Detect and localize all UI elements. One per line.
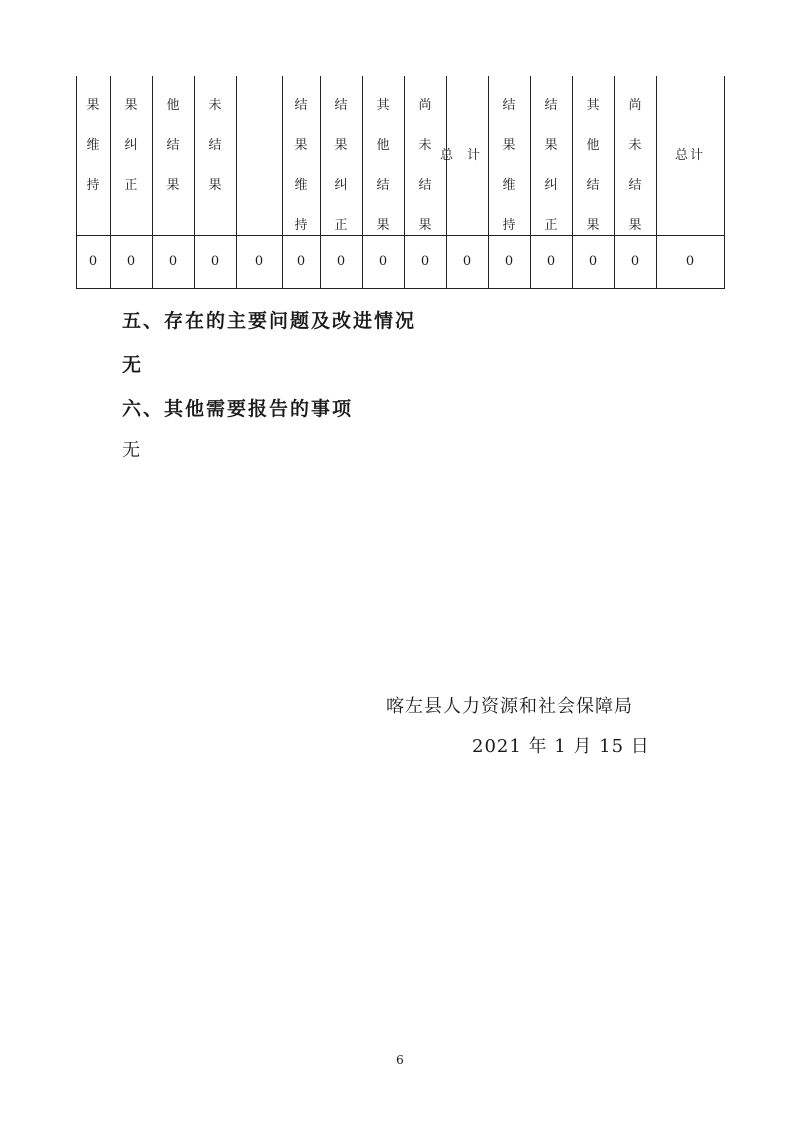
- table-header-label: 他 结 果: [166, 98, 180, 193]
- table-header-cell: [152, 76, 194, 235]
- table-header-cell: [530, 76, 572, 235]
- table-header-label: 总计: [440, 147, 495, 163]
- table-header-label: 结 果 纠 正: [334, 98, 348, 233]
- table-header-label: 尚 未 结 果: [628, 98, 642, 233]
- table-value-cell: 0: [630, 254, 640, 269]
- statistics-table: [76, 76, 724, 289]
- table-value-cell: 0: [378, 254, 388, 269]
- table-header-cell: [488, 76, 530, 235]
- table-header-cell: [614, 76, 656, 235]
- table-value-cell: 0: [504, 254, 514, 269]
- table-value-cell: 0: [685, 254, 695, 269]
- table-header-cell: [236, 76, 282, 235]
- table-value-cell: 0: [296, 254, 306, 269]
- table-header-label: 结 果 维 持: [294, 98, 308, 233]
- table-header-cell: [440, 76, 495, 235]
- table-value-cell: 0: [336, 254, 346, 269]
- table-header-cell: [362, 76, 404, 235]
- page-number: 6: [396, 1053, 404, 1067]
- table-header-cell: [282, 76, 320, 235]
- issue-date: 2021 年 1 月 15 日: [472, 736, 650, 757]
- table-header-cell: [194, 76, 236, 235]
- table-value-cell: 0: [546, 254, 556, 269]
- table-header-label: 果 纠 正: [124, 98, 138, 193]
- section-heading-other-matters: 六、其他需要报告的事项: [122, 398, 354, 420]
- table-header-cell: [572, 76, 614, 235]
- table-header-cell: [110, 76, 152, 235]
- table-header-label: 总计: [674, 147, 705, 163]
- table-value-cell: 0: [168, 254, 178, 269]
- table-value-cell: 0: [126, 254, 136, 269]
- issuing-organization: 喀左县人力资源和社会保障局: [386, 696, 633, 717]
- table-value-cell: 0: [462, 254, 472, 269]
- table-value-cell: 0: [588, 254, 598, 269]
- table-header-label: 其 他 结 果: [376, 98, 390, 233]
- table-header-cell: [320, 76, 362, 235]
- table-header-label: 尚 未 结 果: [418, 98, 432, 233]
- table-grid-line: [76, 288, 724, 289]
- table-value-cell: 0: [88, 254, 98, 269]
- section-heading-problems: 五、存在的主要问题及改进情况: [122, 310, 417, 332]
- table-header-label: 未 结 果: [208, 98, 222, 193]
- table-value-cell: 0: [420, 254, 430, 269]
- table-value-cell: 0: [254, 254, 264, 269]
- section-body-other-matters: 无: [122, 440, 140, 461]
- table-header-label: 结 果 维 持: [502, 98, 516, 233]
- section-body-problems: 无: [122, 354, 144, 376]
- table-header-cell: [76, 76, 110, 235]
- table-header-cell: [656, 76, 724, 235]
- table-grid-line: [724, 76, 725, 289]
- table-value-cell: 0: [210, 254, 220, 269]
- table-header-label: 结 果 纠 正: [544, 98, 558, 233]
- table-header-label: 果 维 持: [86, 98, 100, 193]
- table-header-label: 其 他 结 果: [586, 98, 600, 233]
